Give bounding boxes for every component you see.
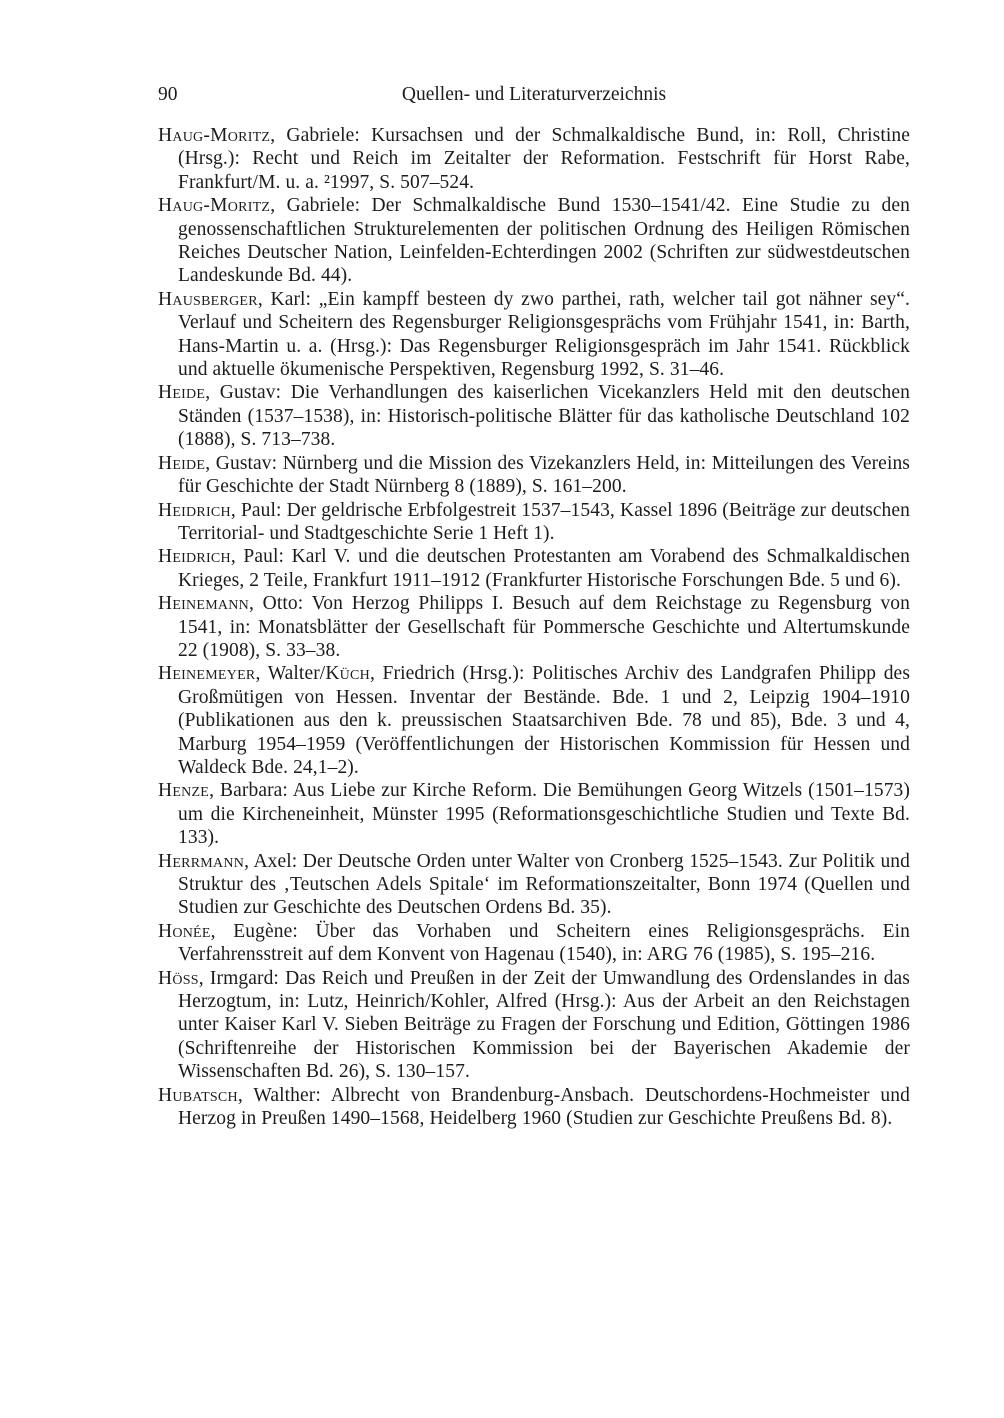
bibliography-entry xyxy=(158,779,910,849)
entry-text: , Eugène: Über das Vorhaben und Scheitern eines Religionsgesprächs. Ein Verfahrensstreit auf dem Konvent von Hagenau (1540), in: ARG 76 (1985), S. 195–216. xyxy=(178,920,910,966)
entry-text: , Paul: Karl V. und die deutschen Protestanten am Vorabend des Schmalkaldischen Krieges, 2 Teile, Frankfurt 1911–1912 (Frankfurter Historische Forschungen Bde. 5 und 6). xyxy=(178,546,910,591)
author-name: Heidrich xyxy=(158,499,231,521)
entry-text: , Irmgard: Das Reich und Preußen in der Zeit der Umwandlung des Ordenslandes in das Herzogtum, in: Lutz, Heinrich/Kohler, Alfred (Hrsg.): Aus der Arbeit an den Reichstagen unter Kaiser Karl V. Sieben Beiträge zu Fragen der Forschung und Edition, Göttingen 1986 (Schriftenreihe der Historischen Kommission bei der Bayerischen Akademie der Wissenschaften Bd. 26), S. 130–157. xyxy=(178,967,910,1083)
author-name: Honée xyxy=(158,920,211,942)
entry-text: , Friedrich (Hrsg.): Politisches Archiv des Landgrafen Philipp des Großmütigen von Hessen. Inventar der Bestände. Bde. 1 und 2, Leipzig 1904–1910 (Publikationen aus den k. preussischen Staatsarchiven Bde. 78 und 85), Bde. 3 und 4, Marburg 1954–1959 (Veröffentlichungen der Historischen Kommission für Hessen und Waldeck Bde. 24,1–2). xyxy=(178,663,911,778)
author-name: Heinemeyer xyxy=(158,663,256,685)
bibliography-entry xyxy=(158,850,910,920)
bibliography-entry xyxy=(158,288,910,382)
author-name: Haug-Moritz xyxy=(158,195,271,217)
entry-text: , Otto: Von Herzog Philipps I. Besuch auf dem Reichstage zu Regensburg von 1541, in: Monatsblätter der Gesellschaft für Pommersche Geschichte und Altertumskunde 22 (1908), S. 33–38. xyxy=(178,593,910,661)
entry-text: , Barbara: Aus Liebe zur Kirche Reform. Die Bemühungen Georg Witzels (1501–1573) um die Kircheneinheit, Münster 1995 (Reformationsgeschichtliche Studien und Texte Bd. 133). xyxy=(178,780,910,849)
author-name: Heidrich xyxy=(158,546,231,568)
page-number: 90 xyxy=(158,84,178,105)
author-name: Henze xyxy=(158,780,210,802)
bibliography-entry xyxy=(158,124,910,194)
bibliography-entry xyxy=(158,592,910,662)
entry-text: , Gabriele: Kursachsen und der Schmalkaldische Bund, in: Roll, Christine (Hrsg.): Recht und Reich im Zeitalter der Reformation. Festschrift für Horst Rabe, Frankfurt/M. u. a. ²1997, S. 507–524. xyxy=(178,125,910,193)
entry-text: , Gustav: Die Verhandlungen des kaiserlichen Vicekanzlers Held mit den deutschen Ständen (1537–1538), in: Historisch-politische Blätter für das katholische Deutschland 102 (1888), S. 713–738. xyxy=(178,382,910,451)
entry-text: , Walter/ xyxy=(255,663,326,685)
bibliography-entry xyxy=(158,499,910,546)
author-name: Haug-Moritz xyxy=(158,125,271,146)
author-name: Herrmann xyxy=(158,850,245,872)
running-title: Quellen- und Literaturverzeichnis xyxy=(401,84,667,105)
author-name: Hubatsch xyxy=(158,1084,238,1106)
entry-text: , Axel: Der Deutsche Orden unter Walter von Cronberg 1525–1543. Zur Politik und Struktur des ‚Teutschen Adels Spitale‘ im Reformationszeitalter, Bonn 1974 (Quellen und Studien zur Geschichte des Deutschen Ordens Bd. 35). xyxy=(178,850,910,919)
page-header xyxy=(158,83,910,107)
entry-text: , Gabriele: Der Schmalkaldische Bund 1530–1541/42. Eine Studie zu den genossenschaftlichen Strukturelementen der politischen Ordnung des Heiligen Römischen Reiches Deutscher Nation, Leinfelden-Echterdingen 2002 (Schriften zur südwestdeutschen Landeskunde Bd. 44). xyxy=(178,195,910,287)
entry-text: , Karl: „Ein kampff besteen dy zwo parthei, rath, welcher tail got nähner sey“. Verlauf und Scheitern des Regensburger Religionsgesprächs vom Frühjahr 1541, in: Barth, Hans-Martin u. a. (Hrsg.): Das Regensburger Religionsgespräch im Jahr 1541. Rückblick und aktuelle ökumenische Perspektiven, Regensburg 1992, S. 31–46. xyxy=(178,288,910,381)
bibliography-entry xyxy=(158,1084,910,1131)
author-name: Heide xyxy=(158,452,206,474)
entry-text: , Gustav: Nürnberg und die Mission des Vizekanzlers Held, in: Mitteilungen des Vereins für Geschichte der Stadt Nürnberg 8 (1889), S. 161–200. xyxy=(178,452,910,498)
bibliography-entry xyxy=(158,194,910,288)
author-name: Höss xyxy=(158,967,199,989)
bibliography-entry xyxy=(158,452,910,499)
author-name: Küch xyxy=(325,663,370,685)
bibliography-list xyxy=(158,124,910,1130)
author-name: Heinemann xyxy=(158,593,249,615)
bibliography-entry xyxy=(158,545,910,592)
bibliography-entry xyxy=(158,662,910,779)
book-page xyxy=(158,0,910,1130)
bibliography-entry xyxy=(158,920,910,967)
author-name: Heide xyxy=(158,382,206,404)
entry-text: , Paul: Der geldrische Erbfolgestreit 1537–1543, Kassel 1896 (Beiträge zur deutschen Territorial- und Stadtgeschichte Serie 1 Heft 1). xyxy=(178,499,910,544)
entry-text: , Walther: Albrecht von Brandenburg-Ansbach. Deutschordens-Hochmeister und Herzog in Preußen 1490–1568, Heidelberg 1960 (Studien zur Geschichte Preußens Bd. 8). xyxy=(178,1084,910,1130)
bibliography-entry xyxy=(158,381,910,451)
bibliography-entry xyxy=(158,967,910,1084)
author-name: Hausberger xyxy=(158,288,258,310)
